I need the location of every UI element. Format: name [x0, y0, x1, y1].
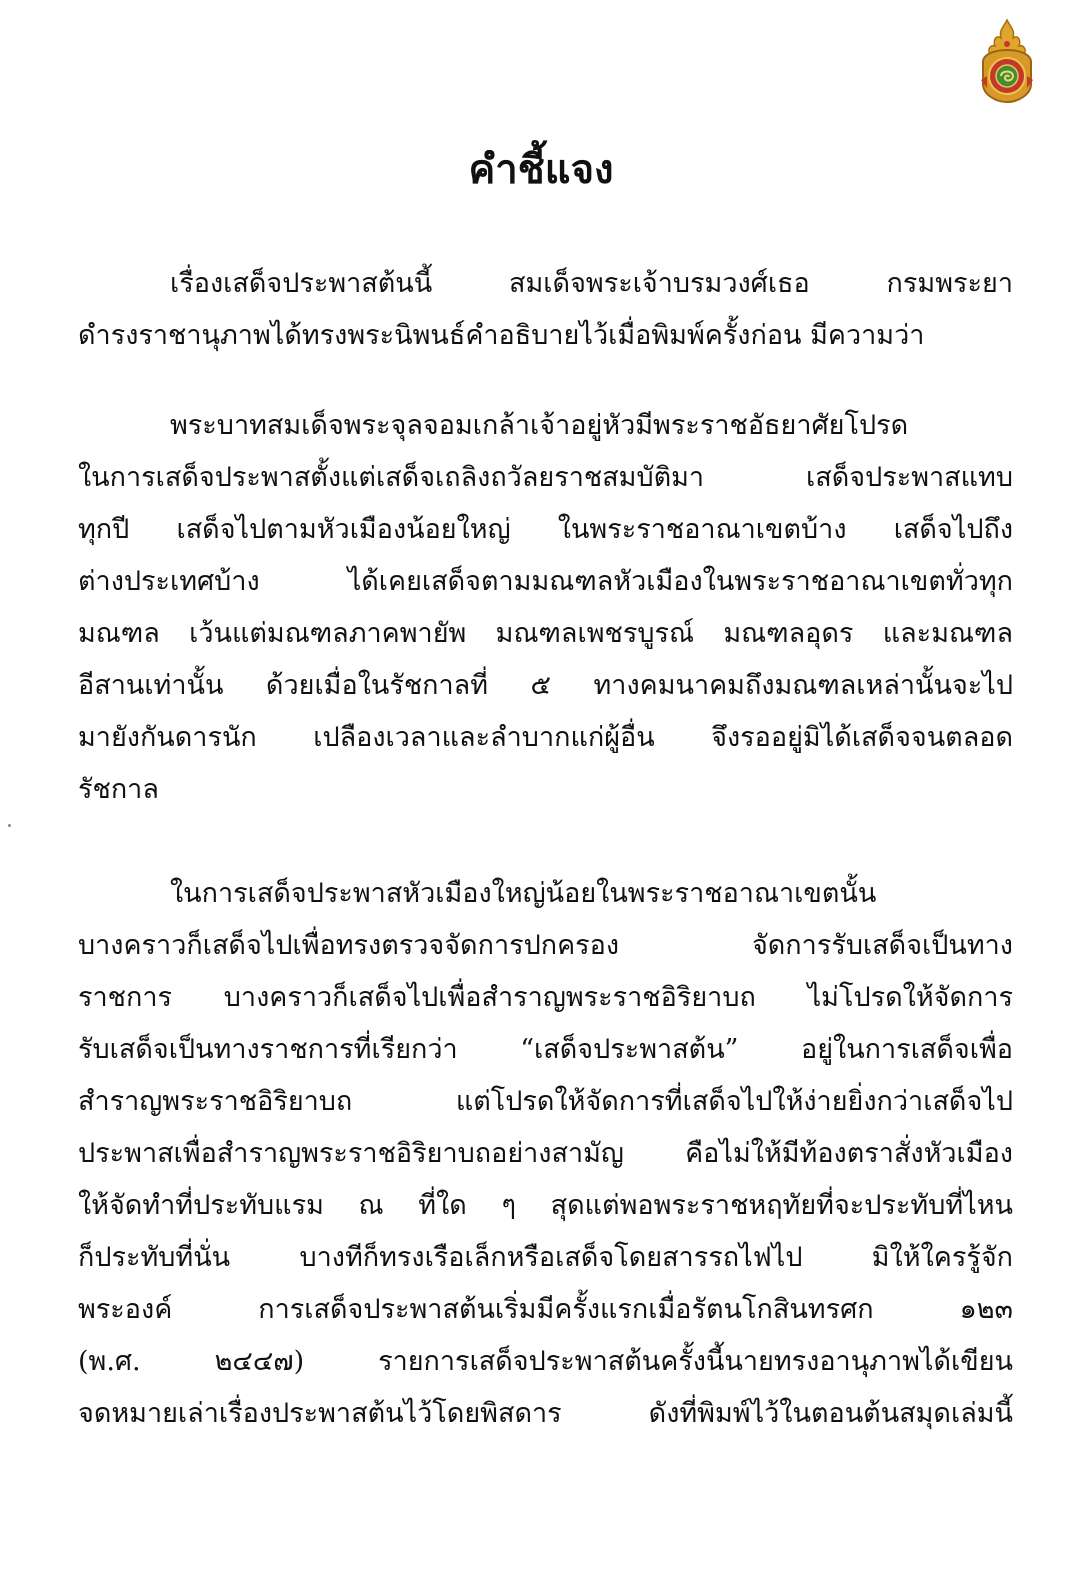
paragraph-line: ก็ประทับที่นั่น บางทีก็ทรงเรือเล็กหรือเสด็จโดยสารรถไฟไป มิให้ใครรู้จัก — [78, 1242, 1013, 1273]
paragraph-line: ในการเสด็จประพาสหัวเมืองใหญ่น้อยในพระราชอาณาเขตนั้น — [170, 878, 877, 909]
paragraph-line: ดำรงราชานุภาพได้ทรงพระนิพนธ์คำอธิบายไว้เมื่อพิมพ์ครั้งก่อน มีความว่า — [78, 320, 925, 351]
paragraph-line: บางคราวก็เสด็จไปเพื่อทรงตรวจจัดการปกครอง จัดการรับเสด็จเป็นทาง — [78, 930, 1013, 961]
paragraph-line: สำราญพระราชอิริยาบถ แต่โปรดให้จัดการที่เสด็จไปให้ง่ายยิ่งกว่าเสด็จไป — [78, 1086, 1013, 1117]
paragraph-1 — [78, 258, 1013, 362]
scan-speck — [8, 824, 11, 827]
paragraph-2 — [78, 400, 1013, 816]
paragraph-line: ในการเสด็จประพาสตั้งแต่เสด็จเถลิงถวัลยราชสมบัติมา เสด็จประพาสแทบ — [78, 462, 1013, 493]
paragraph-line: จดหมายเล่าเรื่องประพาสต้นไว้โดยพิสดาร ดังที่พิมพ์ไว้ในตอนต้นสมุดเล่มนี้ — [78, 1398, 1013, 1429]
paragraph-line: ต่างประเทศบ้าง ได้เคยเสด็จตามมณฑลหัวเมืองในพระราชอาณาเขตทั่วทุก — [78, 566, 1013, 597]
paragraph-line: รัชกาล — [78, 774, 159, 805]
page-title: คำชี้แจง — [468, 146, 614, 193]
paragraph-line: พระองค์ การเสด็จประพาสต้นเริ่มมีครั้งแรกเมื่อรัตนโกสินทรศก ๑๒๓ — [78, 1294, 1013, 1325]
paragraph-line: เรื่องเสด็จประพาสต้นนี้ สมเด็จพระเจ้าบรมวงศ์เธอ กรมพระยา — [170, 268, 1013, 299]
paragraph-3 — [78, 868, 1013, 1440]
paragraph-line: มายังกันดารนัก เปลืองเวลาและลำบากแก่ผู้อื่น จึงรออยู่มิได้เสด็จจนตลอด — [78, 722, 1013, 753]
paragraph-line: อีสานเท่านั้น ด้วยเมื่อในรัชกาลที่ ๕ ทางคมนาคมถึงมณฑลเหล่านั้นจะไป — [78, 670, 1013, 701]
paragraph-line: ประพาสเพื่อสำราญพระราชอิริยาบถอย่างสามัญ คือไม่ให้มีท้องตราสั่งหัวเมือง — [78, 1138, 1013, 1169]
ministry-emblem-icon — [975, 18, 1039, 104]
paragraph-line: ทุกปี เสด็จไปตามหัวเมืองน้อยใหญ่ ในพระราชอาณาเขตบ้าง เสด็จไปถึง — [78, 514, 1013, 545]
paragraph-line: (พ.ศ. ๒๔๔๗) รายการเสด็จประพาสต้นครั้งนี้นายทรงอานุภาพได้เขียน — [78, 1346, 1013, 1377]
paragraph-line: ราชการ บางคราวก็เสด็จไปเพื่อสำราญพระราชอิริยาบถ ไม่โปรดให้จัดการ — [78, 982, 1013, 1013]
paragraph-line: ให้จัดทำที่ประทับแรม ณ ที่ใด ๆ สุดแต่พอพระราชหฤทัยที่จะประทับที่ไหน — [78, 1190, 1013, 1221]
paragraph-line: รับเสด็จเป็นทางราชการที่เรียกว่า “เสด็จประพาสต้น” อยู่ในการเสด็จเพื่อ — [78, 1034, 1013, 1065]
paragraph-line: มณฑล เว้นแต่มณฑลภาคพายัพ มณฑลเพชรบูรณ์ มณฑลอุดร และมณฑล — [78, 618, 1013, 649]
paragraph-line: พระบาทสมเด็จพระจุลจอมเกล้าเจ้าอยู่หัวมีพระราชอัธยาศัยโปรด — [170, 410, 909, 441]
